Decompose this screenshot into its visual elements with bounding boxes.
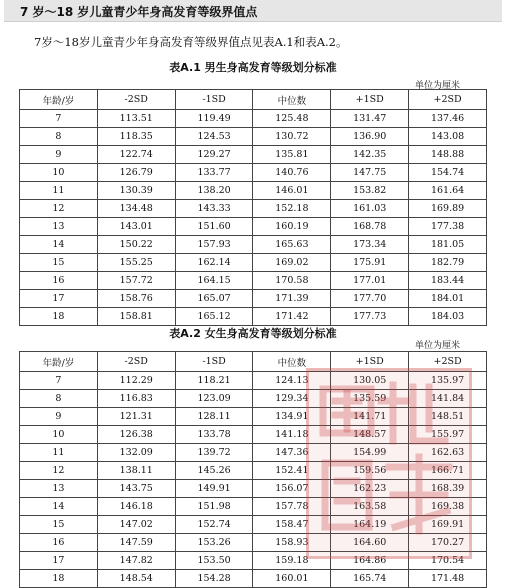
height-value-cell: 147.82 <box>97 552 175 570</box>
table-header-row <box>20 352 487 372</box>
table-row <box>20 200 487 218</box>
table-row <box>20 272 487 290</box>
height-value-cell: 171.39 <box>253 290 331 308</box>
age-cell: 16 <box>20 272 98 290</box>
height-value-cell: 143.75 <box>97 480 175 498</box>
column-header: -1SD <box>175 90 253 110</box>
table-row <box>20 480 487 498</box>
height-value-cell: 135.97 <box>409 372 487 390</box>
height-value-cell: 177.38 <box>409 218 487 236</box>
height-value-cell: 130.72 <box>253 128 331 146</box>
table-row <box>20 182 487 200</box>
table-row <box>20 534 487 552</box>
table-header-row <box>20 90 487 110</box>
age-cell: 14 <box>20 236 98 254</box>
age-cell: 12 <box>20 200 98 218</box>
height-value-cell: 153.82 <box>331 182 409 200</box>
height-value-cell: 128.11 <box>175 408 253 426</box>
height-value-cell: 171.48 <box>409 570 487 588</box>
height-value-cell: 170.27 <box>409 534 487 552</box>
age-cell: 18 <box>20 570 98 588</box>
column-header: 中位数 <box>253 352 331 372</box>
age-cell: 8 <box>20 128 98 146</box>
height-value-cell: 177.73 <box>331 308 409 326</box>
table-row <box>20 254 487 272</box>
height-value-cell: 141.18 <box>253 426 331 444</box>
height-value-cell: 134.91 <box>253 408 331 426</box>
height-value-cell: 154.99 <box>331 444 409 462</box>
intro-paragraph: 7岁～18岁儿童青少年身高发育等级界值点见表A.1和表A.2。 <box>34 35 348 49</box>
girls-height-table <box>19 351 487 588</box>
height-value-cell: 143.01 <box>97 218 175 236</box>
age-cell: 11 <box>20 182 98 200</box>
height-value-cell: 160.01 <box>253 570 331 588</box>
height-value-cell: 116.83 <box>97 390 175 408</box>
height-value-cell: 131.47 <box>331 110 409 128</box>
height-value-cell: 137.46 <box>409 110 487 128</box>
table-a1-unit: 单位为厘米 <box>414 81 460 91</box>
height-value-cell: 141.71 <box>331 408 409 426</box>
column-header: -2SD <box>97 352 175 372</box>
age-cell: 10 <box>20 164 98 182</box>
age-cell: 9 <box>20 408 98 426</box>
height-value-cell: 112.29 <box>97 372 175 390</box>
table-row <box>20 408 487 426</box>
column-header: -2SD <box>97 90 175 110</box>
height-value-cell: 124.53 <box>175 128 253 146</box>
height-value-cell: 155.97 <box>409 426 487 444</box>
height-value-cell: 143.08 <box>409 128 487 146</box>
table-row <box>20 146 487 164</box>
height-value-cell: 118.35 <box>97 128 175 146</box>
age-cell: 16 <box>20 534 98 552</box>
table-row <box>20 218 487 236</box>
height-value-cell: 141.84 <box>409 390 487 408</box>
column-header: 年龄/岁 <box>20 90 98 110</box>
height-value-cell: 170.54 <box>409 552 487 570</box>
height-value-cell: 118.21 <box>175 372 253 390</box>
height-value-cell: 161.03 <box>331 200 409 218</box>
page-heading: 7 岁～18 岁儿童青少年身高发育等级界值点 <box>20 5 258 19</box>
column-header: +1SD <box>331 90 409 110</box>
height-value-cell: 126.79 <box>97 164 175 182</box>
table-row <box>20 110 487 128</box>
height-value-cell: 130.05 <box>331 372 409 390</box>
height-value-cell: 170.58 <box>253 272 331 290</box>
height-value-cell: 146.18 <box>97 498 175 516</box>
height-value-cell: 165.63 <box>253 236 331 254</box>
height-value-cell: 150.22 <box>97 236 175 254</box>
height-value-cell: 164.19 <box>331 516 409 534</box>
height-value-cell: 154.28 <box>175 570 253 588</box>
height-value-cell: 134.48 <box>97 200 175 218</box>
height-value-cell: 129.27 <box>175 146 253 164</box>
table-row <box>20 390 487 408</box>
page-heading-bar <box>4 0 502 22</box>
height-value-cell: 158.93 <box>253 534 331 552</box>
column-header: +2SD <box>409 352 487 372</box>
height-value-cell: 151.60 <box>175 218 253 236</box>
height-value-cell: 122.74 <box>97 146 175 164</box>
height-value-cell: 173.34 <box>331 236 409 254</box>
height-value-cell: 147.36 <box>253 444 331 462</box>
age-cell: 14 <box>20 498 98 516</box>
height-value-cell: 147.59 <box>97 534 175 552</box>
column-header: +2SD <box>409 90 487 110</box>
age-cell: 15 <box>20 254 98 272</box>
height-value-cell: 165.07 <box>175 290 253 308</box>
height-value-cell: 146.01 <box>253 182 331 200</box>
column-header: 年龄/岁 <box>20 352 98 372</box>
table-row <box>20 426 487 444</box>
height-value-cell: 126.38 <box>97 426 175 444</box>
age-cell: 11 <box>20 444 98 462</box>
height-value-cell: 133.78 <box>175 426 253 444</box>
height-value-cell: 138.11 <box>97 462 175 480</box>
age-cell: 13 <box>20 218 98 236</box>
height-value-cell: 140.76 <box>253 164 331 182</box>
height-value-cell: 148.57 <box>331 426 409 444</box>
height-value-cell: 157.93 <box>175 236 253 254</box>
height-value-cell: 158.76 <box>97 290 175 308</box>
age-cell: 15 <box>20 516 98 534</box>
height-value-cell: 148.54 <box>97 570 175 588</box>
age-cell: 13 <box>20 480 98 498</box>
height-value-cell: 152.18 <box>253 200 331 218</box>
height-value-cell: 135.81 <box>253 146 331 164</box>
height-value-cell: 169.89 <box>409 200 487 218</box>
height-value-cell: 153.26 <box>175 534 253 552</box>
height-value-cell: 125.48 <box>253 110 331 128</box>
height-value-cell: 171.42 <box>253 308 331 326</box>
table-a2-unit: 单位为厘米 <box>414 341 460 351</box>
height-value-cell: 158.47 <box>253 516 331 534</box>
height-value-cell: 155.25 <box>97 254 175 272</box>
height-value-cell: 157.72 <box>97 272 175 290</box>
height-value-cell: 169.91 <box>409 516 487 534</box>
height-value-cell: 181.05 <box>409 236 487 254</box>
height-value-cell: 113.51 <box>97 110 175 128</box>
height-value-cell: 143.33 <box>175 200 253 218</box>
table-row <box>20 236 487 254</box>
table-row <box>20 444 487 462</box>
height-value-cell: 166.71 <box>409 462 487 480</box>
age-cell: 7 <box>20 372 98 390</box>
height-value-cell: 165.12 <box>175 308 253 326</box>
height-value-cell: 177.01 <box>331 272 409 290</box>
table-a2-caption: 表A.2 女生身高发育等级划分标准 <box>169 327 337 340</box>
girls-table-body <box>20 372 487 588</box>
height-value-cell: 121.31 <box>97 408 175 426</box>
height-value-cell: 145.26 <box>175 462 253 480</box>
height-value-cell: 147.02 <box>97 516 175 534</box>
height-value-cell: 158.81 <box>97 308 175 326</box>
column-header: 中位数 <box>253 90 331 110</box>
height-value-cell: 159.56 <box>331 462 409 480</box>
age-cell: 12 <box>20 462 98 480</box>
height-value-cell: 152.41 <box>253 462 331 480</box>
age-cell: 7 <box>20 110 98 128</box>
height-value-cell: 168.78 <box>331 218 409 236</box>
height-value-cell: 156.07 <box>253 480 331 498</box>
height-value-cell: 142.35 <box>331 146 409 164</box>
height-value-cell: 169.02 <box>253 254 331 272</box>
table-a1-caption: 表A.1 男生身高发育等级划分标准 <box>169 61 337 74</box>
height-value-cell: 182.79 <box>409 254 487 272</box>
height-value-cell: 175.91 <box>331 254 409 272</box>
height-value-cell: 132.09 <box>97 444 175 462</box>
height-value-cell: 153.50 <box>175 552 253 570</box>
height-value-cell: 162.14 <box>175 254 253 272</box>
table-row <box>20 498 487 516</box>
height-value-cell: 163.58 <box>331 498 409 516</box>
height-value-cell: 138.20 <box>175 182 253 200</box>
age-cell: 18 <box>20 308 98 326</box>
height-value-cell: 159.18 <box>253 552 331 570</box>
height-value-cell: 184.03 <box>409 308 487 326</box>
height-value-cell: 168.39 <box>409 480 487 498</box>
height-value-cell: 169.38 <box>409 498 487 516</box>
height-value-cell: 154.74 <box>409 164 487 182</box>
height-value-cell: 164.86 <box>331 552 409 570</box>
height-value-cell: 133.77 <box>175 164 253 182</box>
height-value-cell: 184.01 <box>409 290 487 308</box>
height-value-cell: 130.39 <box>97 182 175 200</box>
boys-height-table <box>19 89 487 326</box>
table-row <box>20 516 487 534</box>
height-value-cell: 119.49 <box>175 110 253 128</box>
height-value-cell: 183.44 <box>409 272 487 290</box>
height-value-cell: 124.13 <box>253 372 331 390</box>
table-row <box>20 164 487 182</box>
height-value-cell: 164.60 <box>331 534 409 552</box>
height-value-cell: 160.19 <box>253 218 331 236</box>
table-row <box>20 372 487 390</box>
height-value-cell: 177.70 <box>331 290 409 308</box>
height-value-cell: 148.88 <box>409 146 487 164</box>
height-value-cell: 165.74 <box>331 570 409 588</box>
age-cell: 17 <box>20 552 98 570</box>
boys-table-body <box>20 110 487 326</box>
age-cell: 9 <box>20 146 98 164</box>
table-row <box>20 308 487 326</box>
height-value-cell: 147.75 <box>331 164 409 182</box>
age-cell: 8 <box>20 390 98 408</box>
table-row <box>20 552 487 570</box>
height-value-cell: 151.98 <box>175 498 253 516</box>
column-header: +1SD <box>331 352 409 372</box>
height-value-cell: 162.23 <box>331 480 409 498</box>
height-value-cell: 148.51 <box>409 408 487 426</box>
height-value-cell: 162.63 <box>409 444 487 462</box>
height-value-cell: 136.90 <box>331 128 409 146</box>
table-row <box>20 462 487 480</box>
height-value-cell: 135.59 <box>331 390 409 408</box>
table-row <box>20 128 487 146</box>
height-value-cell: 123.09 <box>175 390 253 408</box>
height-value-cell: 149.91 <box>175 480 253 498</box>
height-value-cell: 157.78 <box>253 498 331 516</box>
age-cell: 17 <box>20 290 98 308</box>
column-header: -1SD <box>175 352 253 372</box>
height-value-cell: 152.74 <box>175 516 253 534</box>
height-value-cell: 164.15 <box>175 272 253 290</box>
height-value-cell: 129.34 <box>253 390 331 408</box>
table-row <box>20 290 487 308</box>
height-value-cell: 139.72 <box>175 444 253 462</box>
height-value-cell: 161.64 <box>409 182 487 200</box>
age-cell: 10 <box>20 426 98 444</box>
